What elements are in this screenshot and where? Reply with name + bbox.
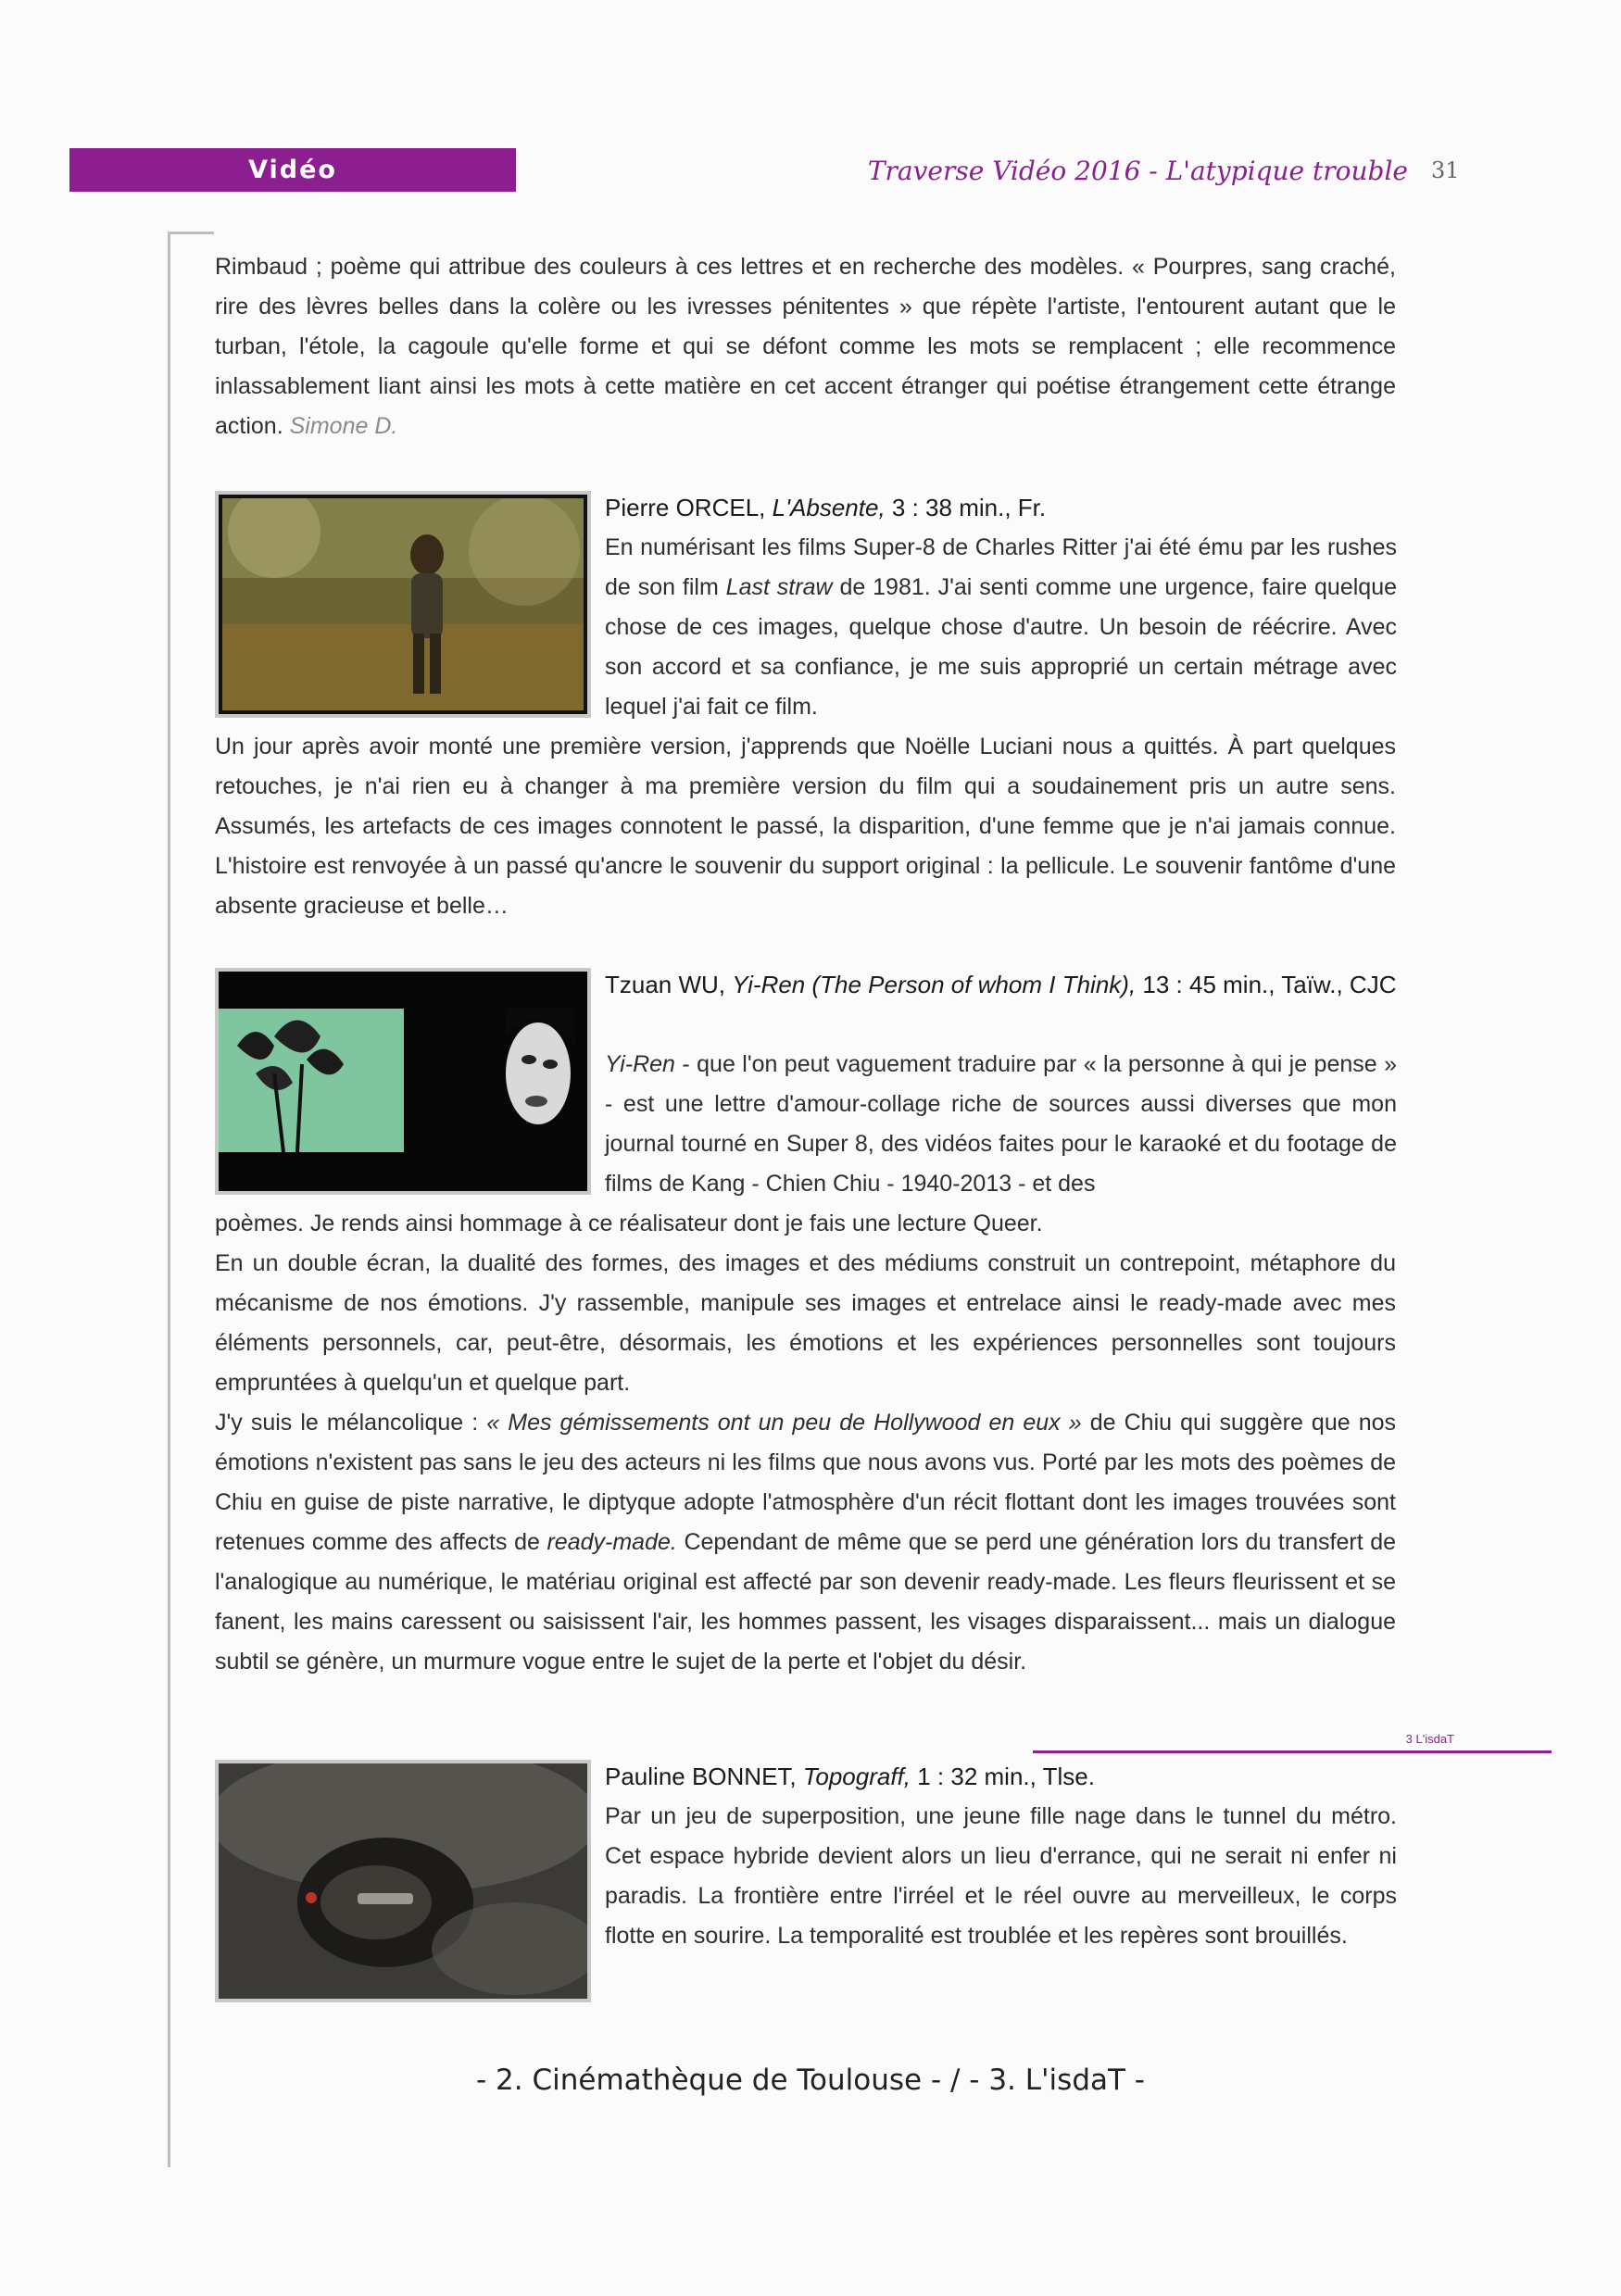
entry-paragraph-wu-3 — [215, 1403, 1396, 1682]
entry-heading-wu — [605, 965, 1397, 1005]
film-still-yi-ren — [215, 968, 591, 1195]
entry-title: Topograff, — [802, 1763, 911, 1790]
entry-text: J'y suis le mélancolique : — [215, 1410, 479, 1436]
page-number: 31 — [1431, 157, 1460, 183]
entry-paragraph-wu-2: En un double écran, la dualité des formes, des images et des médiums construit un contrepoint, métaphore du mécanisme de nos émotions. J'y rassemble, manipule ses images et entrelace ainsi le ready-made avec mes éléments personnels, car, peut-être, désormais, les émotions et les expériences personnelles sont toujours empruntées à quelqu'un et quelque part. — [215, 1250, 1396, 1396]
entry-wrap-text-wu — [605, 1045, 1397, 1204]
entry-details: 1 : 32 min., Tlse. — [917, 1763, 1095, 1790]
entry-full-text-wu: poèmes. Je rends ainsi hommage à ce réalisateur dont je fais une lecture Queer. — [215, 1211, 1043, 1236]
entry-heading-orcel — [605, 488, 1397, 528]
entry-text: de 1981. J'ai senti comme une urgence, faire quelque chose de ces images, quelque chose d'autre. Un besoin de réécrire. Avec son accord et sa confiance, je me suis approprié un certain métrage avec lequel j'ai fait ce film. — [605, 574, 1397, 720]
entry-author: Pierre ORCEL, — [605, 494, 766, 521]
entry-author: Tzuan WU, — [605, 971, 726, 998]
divider-label: 3 L'isdaT — [1405, 1732, 1454, 1746]
entry-text-italic: Yi-Ren — [605, 1051, 675, 1077]
entry-title: L'Absente, — [772, 494, 886, 521]
entry-full-text-orcel: Un jour après avoir monté une première version, j'apprends que Noëlle Luciani nous a quittés. À part quelques retouches, je n'ai rien eu à changer à ma première version du film qui a soudainement pris un autre sens. Assumés, les artefacts de ces images connotent le passé, la disparition, d'une femme que je n'ai jamais connue. L'histoire est renvoyée à un passé qu'ancre le souvenir du support original : la pellicule. Le souvenir fantôme d'une absente gracieuse et belle… — [215, 734, 1396, 919]
section-divider — [1033, 1750, 1552, 1753]
margin-rule — [168, 232, 170, 2167]
entry-wrap-text-orcel — [605, 528, 1397, 727]
entry-quote: « Mes gémissements ont un peu de Hollywood en eux » — [486, 1410, 1082, 1436]
intro-credit: Simone D. — [289, 413, 398, 439]
entry-text: Cependant de même que se perd une génération lors du transfert de l'analogique au numérique, le matériau original est affecté par son devenir ready-made. Les fleurs fleurissent et se fanent, les mains caressent ou saisissent l'air, les hommes passent, les visages disparaissent... mais un dialogue subtil se génère, un murmure vogue entre le sujet de la perte et l'objet du désir. — [215, 1529, 1397, 1675]
margin-rule-tick — [168, 232, 214, 234]
entry-title: Yi-Ren (The Person of whom I Think), — [732, 971, 1137, 998]
entry-details: 13 : 45 min., Taïw., CJC — [1142, 971, 1397, 998]
film-still-yi-ren-image — [219, 972, 587, 1191]
footer-venues: - 2. Cinémathèque de Toulouse - / - 3. L'isdaT - — [476, 2064, 1145, 2097]
entry-text: - que l'on peut vaguement traduire par « la personne à qui je pense » - est une lettre d'amour-collage riche de sources aussi diverses que mon journal tourné en Super 8, des vidéos faites pour le karaoké et du footage de films de Kang - Chien Chiu - 1940-2013 - et des — [605, 1051, 1397, 1197]
section-tab — [69, 148, 516, 192]
intro-text: Rimbaud ; poème qui attribue des couleurs à ces lettres et en recherche des modèles. « Pourpres, sang craché, rire des lèvres belles dans la colère ou les ivresses pénitentes » que répète l'artiste, l'entourent autant que le turban, l'étole, la cagoule qu'elle forme et qui se défont comme les mots se remplacent ; elle recommence inlassablement liant ainsi les mots à cette matière en cet accent étranger qui poétise étrangement cette étrange action. — [215, 254, 1396, 439]
film-still-topograff-image — [219, 1763, 587, 1999]
film-still-labsente-image — [219, 495, 587, 714]
entry-heading-bonnet — [605, 1757, 1397, 1797]
entry-details: 3 : 38 min., Fr. — [891, 494, 1047, 521]
film-still-topograff — [215, 1760, 591, 2002]
entry-text-italic: Last straw — [725, 574, 833, 600]
entry-text: de Chiu qui suggère que nos émotions n'existent pas sans le jeu des acteurs ni les films que nous avons vus. Porté par les mots des poèmes de Chiu en guise de piste narrative, le diptyque adopte l'atmosphère d'un récit flottant dont les images trouvées sont retenues comme des affects de — [215, 1410, 1396, 1555]
running-title: Traverse Vidéo 2016 - L'atypique trouble — [867, 156, 1408, 186]
entry-wrap-text-bonnet: Par un jeu de superposition, une jeune fille nage dans le tunnel du métro. Cet espace hybride devient alors un lieu d'errance, qui ne serait ni enfer ni paradis. La frontière entre l'irréel et le réel ouvre au merveilleux, le corps flotte en sourire. La temporalité est troublée et les repères sont brouillés. — [605, 1803, 1397, 1949]
intro-paragraph — [215, 247, 1396, 446]
entry-text-italic: ready-made. — [547, 1529, 677, 1555]
section-label: Vidéo — [248, 156, 337, 184]
entry-text: En numérisant les films Super-8 de Charles Ritter j'ai été ému par les rushes de son film — [605, 534, 1397, 600]
entry-author: Pauline BONNET, — [605, 1763, 797, 1790]
film-still-labsente — [215, 491, 591, 718]
